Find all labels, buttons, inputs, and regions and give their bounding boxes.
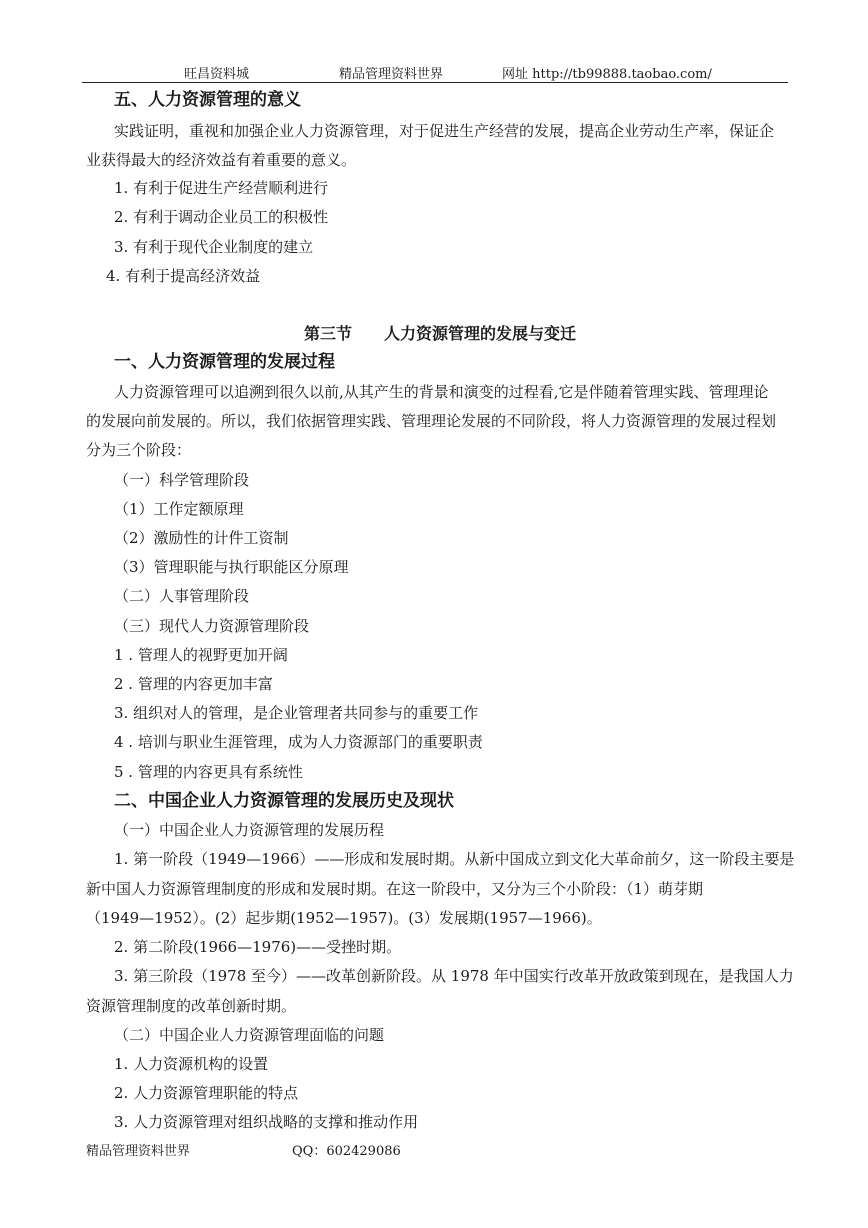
list-item: 3. 组织对人的管理，是企业管理者共同参与的重要工作 — [114, 704, 479, 722]
subsection-heading: （二）中国企业人力资源管理面临的问题 — [114, 1026, 385, 1044]
list-item: 2. 人力资源管理职能的特点 — [114, 1084, 299, 1102]
section-heading-one: 一、人力资源管理的发展过程 — [114, 352, 335, 372]
footer-brand: 精品管理资料世界 — [86, 1144, 191, 1159]
paragraph-line: 业获得最大的经济效益有着重要的意义。 — [86, 151, 357, 169]
paragraph-line: 资源管理制度的改革创新时期。 — [86, 997, 297, 1015]
list-item: （二）人事管理阶段 — [114, 587, 250, 605]
list-item: 1. 有利于促进生产经营顺利进行 — [114, 179, 329, 197]
list-item: 3. 人力资源管理对组织战略的支撑和推动作用 — [114, 1113, 419, 1131]
list-item: 2 . 管理的内容更加丰富 — [114, 675, 273, 693]
section-heading-two: 二、中国企业人力资源管理的发展历史及现状 — [114, 791, 454, 811]
list-item: （3）管理职能与执行职能区分原理 — [114, 558, 349, 576]
paragraph-line: 的发展向前发展的。所以，我们依据管理实践、管理理论发展的不同阶段，将人力资源管理的发展过程划 — [86, 412, 777, 430]
chapter-section-title: 第三节 人力资源管理的发展与变迁 — [304, 324, 577, 343]
subsection-heading: （一）中国企业人力资源管理的发展历程 — [114, 821, 385, 839]
list-item: 5 . 管理的内容更具有系统性 — [114, 763, 303, 781]
footer-qq: QQ：602429086 — [292, 1144, 401, 1159]
page-header — [82, 60, 788, 83]
list-item: （1）工作定额原理 — [114, 500, 244, 518]
list-item: （三）现代人力资源管理阶段 — [114, 617, 310, 635]
paragraph-line: 人力资源管理可以追溯到很久以前,从其产生的背景和演变的过程看,它是伴随着管理实践、管理理论 — [114, 383, 769, 401]
list-item: （一）科学管理阶段 — [114, 471, 250, 489]
list-item: 4. 有利于提高经济效益 — [106, 267, 261, 285]
list-item: （2）激励性的计件工资制 — [114, 529, 289, 547]
paragraph-line: （1949—1952）。(2）起步期(1952—1957)。(3）发展期(1957—1966)。 — [86, 909, 602, 927]
header-brand: 精品管理资料世界 — [339, 67, 444, 82]
header-site-name: 旺昌资料城 — [184, 67, 250, 82]
section-heading-five: 五、人力资源管理的意义 — [114, 90, 301, 110]
list-item: 1 . 管理人的视野更加开阔 — [114, 646, 288, 664]
list-item: 3. 有利于现代企业制度的建立 — [114, 238, 314, 256]
list-item: 2. 有利于调动企业员工的积极性 — [114, 208, 329, 226]
paragraph-line: 分为三个阶段： — [86, 441, 192, 459]
list-item: 4 . 培训与职业生涯管理，成为人力资源部门的重要职责 — [114, 733, 483, 751]
header-url: 网址 http://tb99888.taobao.com/ — [502, 67, 712, 82]
paragraph-line: 1. 第一阶段（1949—1966）——形成和发展时期。从新中国成立到文化大革命前夕，这一阶段主要是 — [114, 850, 795, 868]
paragraph-line: 实践证明，重视和加强企业人力资源管理，对于促进生产经营的发展，提高企业劳动生产率，保证企 — [114, 122, 775, 140]
paragraph-line: 2. 第二阶段(1966—1976)——受挫时期。 — [114, 938, 402, 956]
paragraph-line: 3. 第三阶段（1978 至今）——改革创新阶段。从 1978 年中国实行改革开放政策到现在，是我国人力 — [114, 967, 794, 985]
list-item: 1. 人力资源机构的设置 — [114, 1055, 269, 1073]
paragraph-line: 新中国人力资源管理制度的形成和发展时期。在这一阶段中，又分为三个小阶段：（1）萌芽期 — [86, 880, 704, 898]
